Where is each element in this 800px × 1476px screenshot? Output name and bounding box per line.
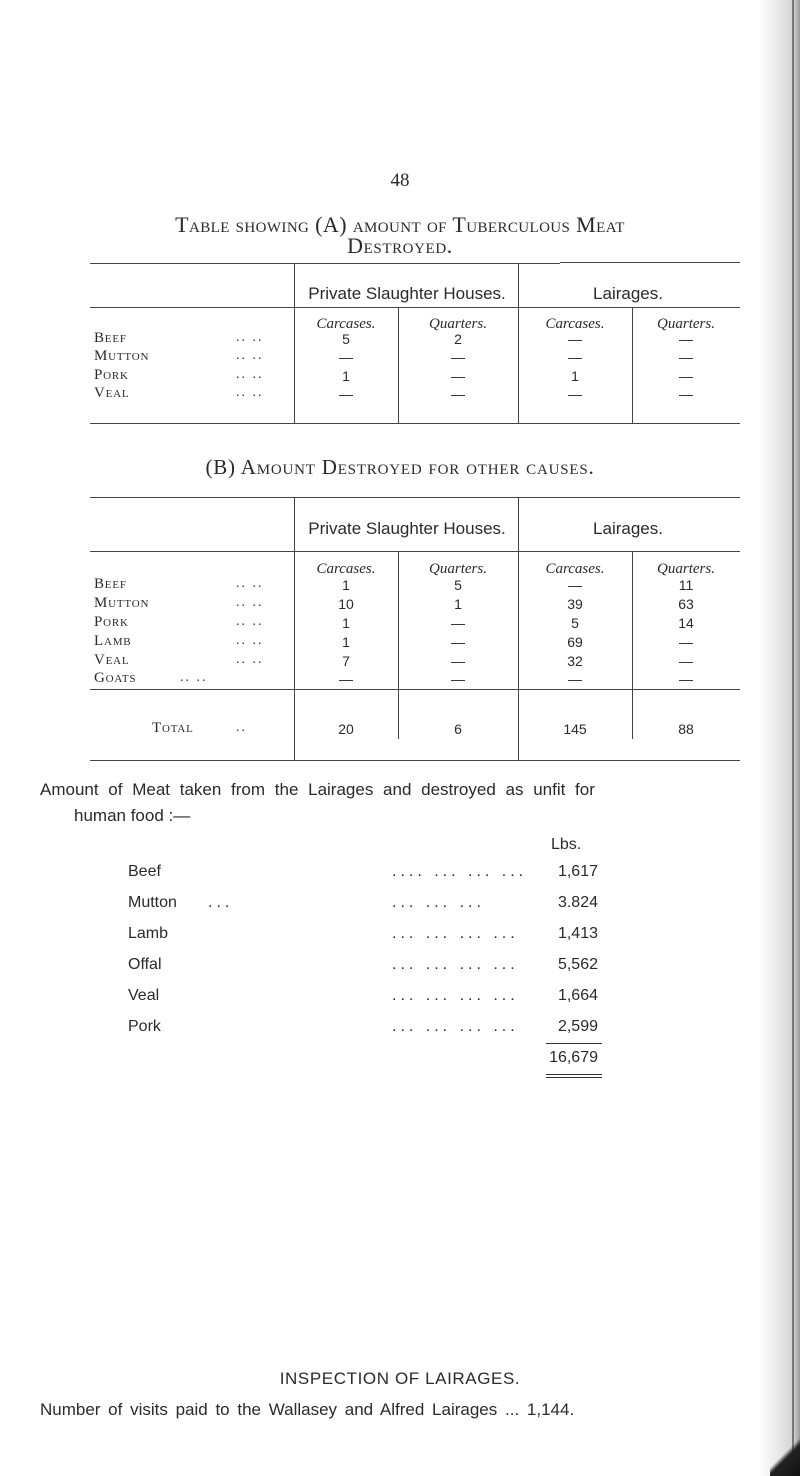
table-a-cell: —: [679, 349, 693, 365]
table-a-cell: —: [679, 386, 693, 402]
table-a-group-lairages: Lairages.: [593, 284, 663, 303]
table-b-cell: —: [568, 577, 582, 593]
table-b-cell: 10: [338, 596, 354, 612]
table-a-row-label: Veal: [94, 385, 130, 401]
visits-line: [40, 1400, 574, 1420]
lbs-item-value: 3.824: [557, 894, 598, 911]
lbs-item-value: 1,413: [557, 925, 598, 942]
leader-dots: .... ... ... ...: [392, 863, 528, 880]
table-b-sub-carcases-1: Carcases.: [316, 561, 376, 577]
table-a-sub-quarters-2: Quarters.: [657, 316, 715, 332]
leader-dots: .. ..: [236, 367, 264, 382]
table-b-sub-quarters-2: Quarters.: [657, 561, 715, 577]
table-b-sub-quarters-1: Quarters.: [429, 561, 487, 577]
table-b-row-label: Beef: [94, 576, 127, 592]
amount-paragraph-line2: human food :—: [74, 806, 191, 825]
lbs-item-name: Beef: [128, 863, 161, 880]
table-a-sub-quarters-1: Quarters.: [429, 316, 487, 332]
table-b-bottom-rule: [90, 760, 740, 761]
table-b-total-label: Total: [152, 720, 194, 736]
table-a-cell: —: [451, 349, 465, 365]
leader-dots: ... ... ... ...: [392, 987, 519, 1004]
table-a-cell: —: [451, 386, 465, 402]
table-a-sub-carcases-2: Carcases.: [545, 316, 605, 332]
table-a-row-label: Mutton: [94, 348, 150, 364]
table-b-cell: 7: [342, 653, 350, 669]
table-b-cell: —: [451, 634, 465, 650]
table-a-row-label: Pork: [94, 367, 129, 383]
inspection-heading: INSPECTION OF LAIRAGES.: [279, 1369, 521, 1388]
table-a-title-line1: Table showing (A) amount of Tuberculous Meat: [175, 212, 625, 237]
lbs-item-name: Lamb: [128, 925, 169, 942]
table-b-cell: 5: [571, 615, 579, 631]
table-b-cell: —: [339, 671, 353, 687]
table-a-title-line2: Destroyed.: [347, 233, 453, 258]
table-a-header-rule: [90, 307, 740, 308]
table-a-cell: —: [451, 368, 465, 384]
table-a-cell: 5: [342, 331, 350, 347]
leader-dots: ...: [208, 894, 234, 911]
table-a-cell: —: [568, 386, 582, 402]
table-b-cell: 1: [342, 615, 350, 631]
table-b-total-rule: [90, 689, 740, 690]
table-a-row-label: Beef: [94, 330, 127, 346]
table-a-cell: 1: [571, 368, 579, 384]
table-b-divider-4: [632, 551, 633, 739]
table-b-row-label: Mutton: [94, 595, 150, 611]
table-a-cell: —: [679, 331, 693, 347]
lbs-item-value: 5,562: [557, 956, 598, 973]
leader-dots: .. ..: [236, 614, 264, 629]
table-a-cell: 1: [342, 368, 350, 384]
table-b-divider-3: [518, 497, 519, 760]
lbs-item-name: Pork: [128, 1018, 161, 1035]
leader-dots: .. ..: [236, 348, 264, 363]
table-b-cell: 69: [567, 634, 583, 650]
leader-dots: .. ..: [236, 576, 264, 591]
leader-dots: .. ..: [236, 633, 264, 648]
lbs-item-value: 1,664: [557, 987, 598, 1004]
leader-dots: ... ... ... ...: [392, 925, 519, 942]
lbs-double-rule-2: [546, 1077, 602, 1078]
leader-dots: ... ... ... ...: [392, 956, 519, 973]
table-b-row-label: Lamb: [94, 633, 132, 649]
table-a-group-private: Private Slaughter Houses.: [308, 284, 506, 303]
table-b-sub-carcases-2: Carcases.: [545, 561, 605, 577]
table-b-cell: —: [568, 671, 582, 687]
table-b-total-cell: 145: [563, 721, 587, 737]
table-b-divider-2: [398, 551, 399, 739]
table-a-cell: —: [568, 331, 582, 347]
lbs-item-name: Offal: [128, 956, 162, 973]
lbs-item-value: 2,599: [557, 1018, 598, 1035]
table-a-top-rule: [90, 263, 560, 264]
table-a-divider-3: [518, 263, 519, 423]
amount-paragraph-line1: Amount of Meat taken from the Lairages and destroyed as unfit for: [40, 780, 595, 799]
leader-dots: .. ..: [236, 385, 264, 400]
table-a-cell: —: [339, 386, 353, 402]
table-a-cell: 2: [454, 331, 462, 347]
table-b-group-private: Private Slaughter Houses.: [308, 519, 506, 538]
table-b-cell: 1: [342, 577, 350, 593]
visits-value: 1,144.: [526, 1400, 575, 1419]
leader-dots: .. ..: [236, 330, 264, 345]
table-a-cell: —: [679, 368, 693, 384]
table-a-cell: —: [339, 349, 353, 365]
lbs-item-name: Mutton: [128, 894, 177, 911]
table-a-divider-1: [294, 263, 295, 423]
table-b-cell: —: [679, 653, 693, 669]
page-number: 48: [390, 170, 410, 191]
table-a-top-rule-right: [560, 262, 740, 263]
table-b-cell: 1: [454, 596, 462, 612]
lbs-double-rule-1: [546, 1074, 602, 1075]
lbs-item-value: 1,617: [557, 863, 598, 880]
table-a-sub-carcases-1: Carcases.: [316, 316, 376, 332]
page-corner: [770, 1436, 800, 1476]
table-b-cell: —: [451, 653, 465, 669]
leader-dots: ... ... ... ...: [392, 1018, 519, 1035]
table-b-cell: 63: [678, 596, 694, 612]
table-a-cell: —: [568, 349, 582, 365]
table-b-cell: —: [451, 671, 465, 687]
table-b-total-cell: 6: [454, 721, 462, 737]
table-b-cell: —: [451, 615, 465, 631]
table-b-group-lairages: Lairages.: [593, 519, 663, 538]
table-a-divider-2: [398, 307, 399, 423]
table-b-divider-1: [294, 497, 295, 760]
leader-dots: .. ..: [236, 652, 264, 667]
leader-dots: ...: [505, 1400, 527, 1419]
leader-dots: .. ..: [180, 670, 208, 685]
table-b-cell: 1: [342, 634, 350, 650]
lbs-item-name: Veal: [128, 987, 160, 1004]
table-b-cell: 14: [678, 615, 694, 631]
leader-dots: ... ... ...: [392, 894, 485, 911]
table-b-cell: 39: [567, 596, 583, 612]
table-b-header-rule: [90, 551, 740, 552]
lbs-header: Lbs.: [551, 836, 582, 853]
lbs-sum-rule: [546, 1043, 602, 1044]
leader-dots: ..: [236, 720, 247, 735]
leader-dots: .. ..: [236, 595, 264, 610]
table-a-divider-4: [632, 307, 633, 423]
table-a-bottom-rule: [90, 423, 740, 424]
table-b-top-rule: [90, 497, 740, 498]
table-b-cell: —: [679, 671, 693, 687]
table-b-title: (B) Amount Destroyed for other causes.: [205, 455, 595, 479]
table-b-row-label: Pork: [94, 614, 129, 630]
table-b-total-cell: 20: [338, 721, 354, 737]
table-b-cell: —: [679, 634, 693, 650]
table-b-total-cell: 88: [678, 721, 694, 737]
visits-text: Number of visits paid to the Wallasey and Alfred Lairages: [40, 1400, 498, 1419]
lbs-total: 16,679: [549, 1049, 598, 1066]
table-b-cell: 5: [454, 577, 462, 593]
table-b-cell: 32: [567, 653, 583, 669]
table-b-row-label: Goats: [94, 670, 137, 686]
table-b-cell: 11: [678, 577, 694, 593]
table-b-row-label: Veal: [94, 652, 130, 668]
